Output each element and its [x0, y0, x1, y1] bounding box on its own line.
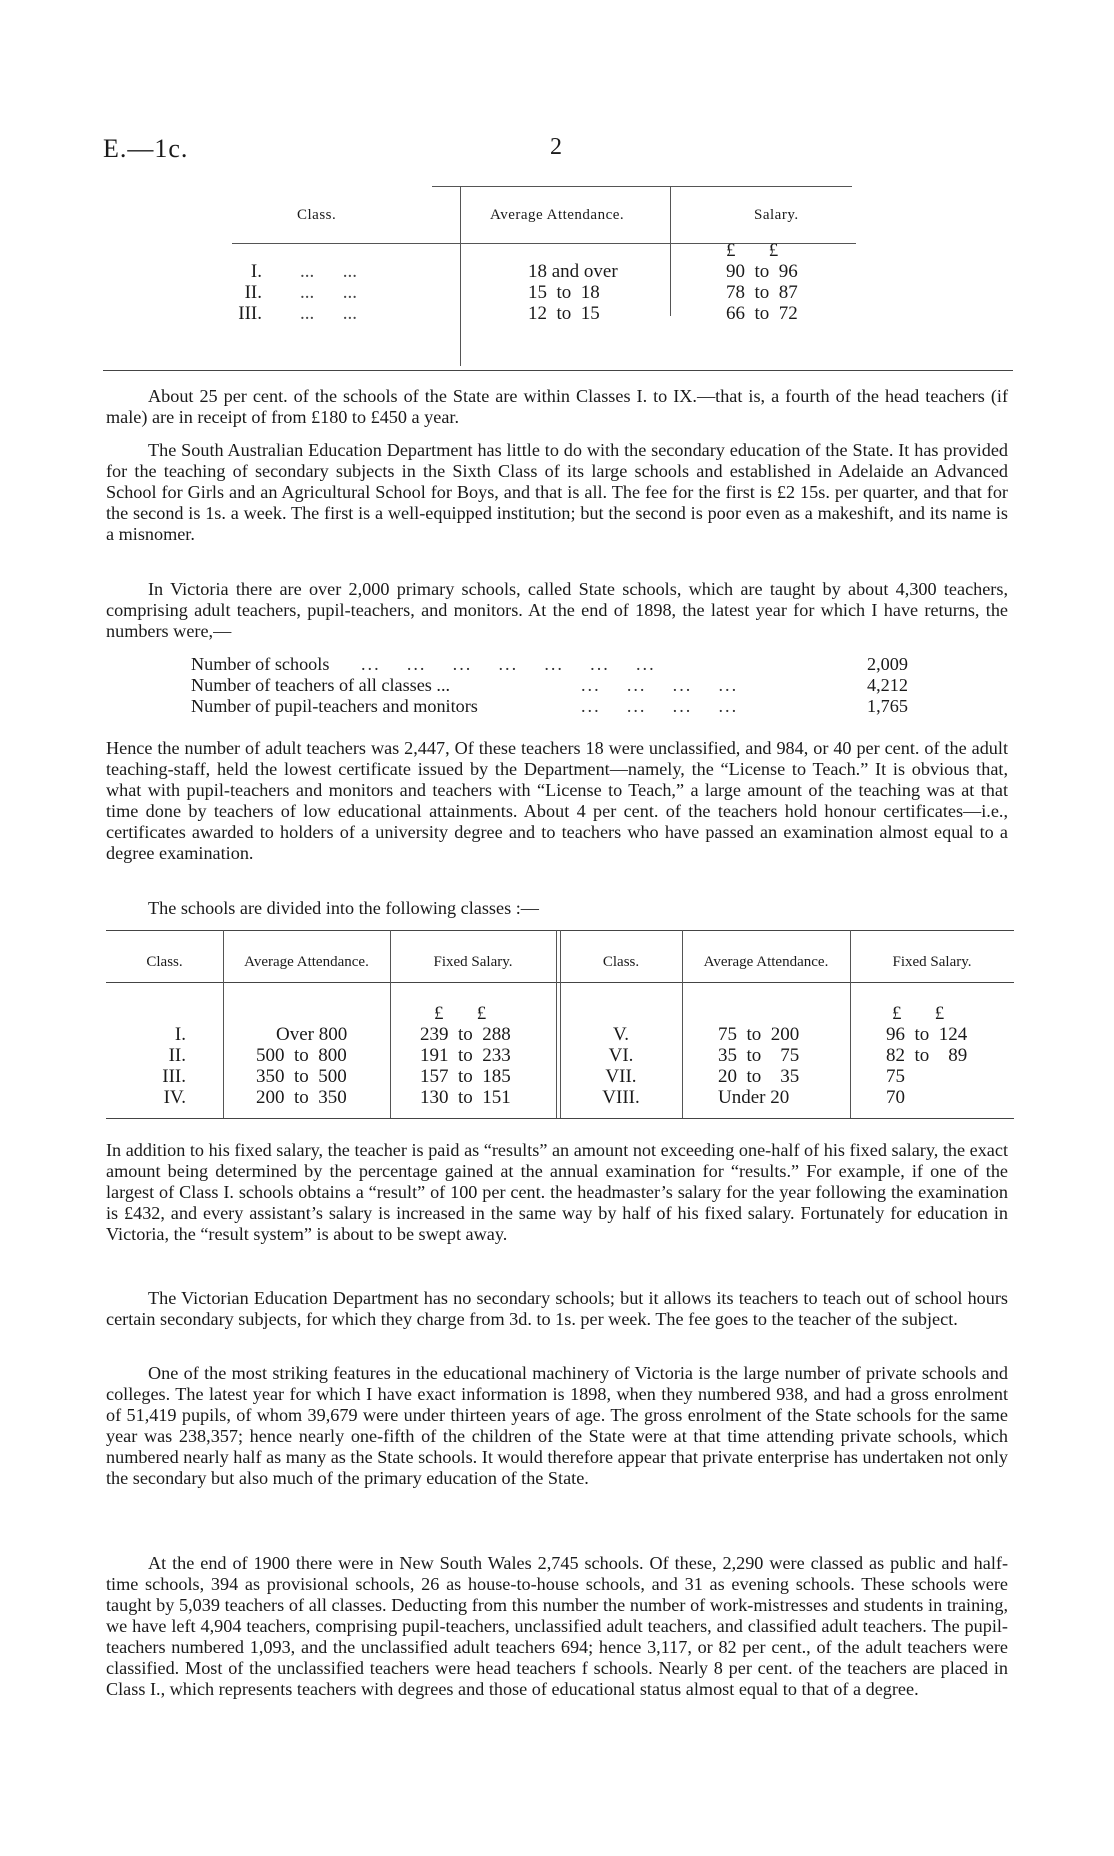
salary-cell: 239 to 288	[420, 1024, 511, 1045]
salary-cell: 75	[886, 1066, 905, 1087]
attendance-cell: 20 to 35	[718, 1066, 800, 1087]
section-rule	[103, 370, 1013, 371]
page-number: 2	[550, 134, 562, 160]
attendance-cell: Over 800	[276, 1024, 348, 1045]
attendance-cell: 15 to 18	[528, 282, 600, 303]
column-divider	[460, 186, 461, 366]
attendance-cell: 12 to 15	[528, 303, 600, 324]
salary-cell: 82 to 89	[886, 1045, 968, 1066]
column-header-class: Class.	[297, 207, 337, 223]
class-cell: V.	[612, 1024, 630, 1045]
salary-cell: 157 to 185	[420, 1066, 511, 1087]
salary-cell: 130 to 151	[420, 1087, 511, 1108]
victoria-school-classes-table	[106, 930, 1014, 1118]
paragraph: One of the most striking features in the educational machinery of Victoria is the large number of private schools and colleges. The latest year for which I have exact information is 1898, when they numbered 938, and had a gross enrolment of 51,419 pupils, of whom 39,679 were under thirteen years of age. The gross enrolment of the State schools for the same year was 238,357; hence nearly one-fifth of the children of the State were at that time attending private schools, which numbered nearly half as many as the State schools. It would therefore appear that private enterprise has undertaken not only the secondary but also much of the primary education of the State.	[106, 1363, 1008, 1488]
column-header-attendance: Average Attendance.	[703, 954, 829, 970]
salary-table-small-schools	[232, 186, 856, 367]
paragraph: About 25 per cent. of the schools of the State are within Classes I. to IX.—that is, a fourth of the head teachers (if male) are in receipt of from £180 to £450 a year.	[106, 386, 1008, 427]
paragraph: In Victoria there are over 2,000 primary schools, called State schools, which are taught by about 4,300 teachers, comprising adult teachers, pupil-teachers, and monitors. At the end of 1898, the latest year for which I have returns, the numbers were,—	[106, 579, 1008, 641]
column-header-salary: Fixed Salary.	[892, 954, 972, 970]
class-cell: II.	[168, 1045, 186, 1066]
currency-marks: £ £	[726, 240, 779, 261]
column-divider	[670, 186, 671, 316]
salary-column	[886, 1003, 967, 1108]
salary-cell: 96 to 124	[886, 1024, 968, 1045]
paragraph: The Victorian Education Department has no secondary schools; but it allows its teachers to teach out of school hours certain secondary subjects, for which they charge from 3d. to 1s. per week. The fee goes to the teacher of the subject.	[106, 1288, 1008, 1329]
salary-cell: 70	[886, 1087, 905, 1108]
table-row: II. ... ...	[232, 282, 452, 303]
stat-value: 2,009	[867, 654, 908, 674]
attendance-cell: 350 to 500	[256, 1066, 347, 1087]
paragraph: At the end of 1900 there were in New South Wales 2,745 schools. Of these, 2,290 were classed as public and half-time schools, 394 as provisional schools, 26 as house-to-house schools, and 31 as evening schools. These schools were taught by 5,039 teachers of all classes. Deducting from this number the number of work-mistresses and students in training, we have left 4,904 teachers, comprising pupil-teachers, unclassified adult teachers, and classified adult teachers. The pupil-teachers numbered 1,093, and the unclassified adult teachers 694; hence 3,117, or 82 per cent., of the adult teachers were classified. Most of the unclassified teachers were head teachers f schools. Nearly 8 per cent. of the teachers are placed in Class I., which represents teachers with degrees and those of educational status almost equal to that of a degree.	[106, 1553, 1008, 1699]
salary-cell: 78 to 87	[726, 282, 798, 303]
salary-cell: 191 to 233	[420, 1045, 511, 1066]
attendance-cell: 18 and over	[528, 261, 618, 282]
column-header-class: Class.	[602, 954, 640, 970]
class-column	[560, 1003, 682, 1108]
class-cell: III.	[162, 1066, 186, 1087]
list-item: Number of pupil-teachers and monitors ... ... ... ... 1,765	[191, 696, 908, 716]
currency-marks: £ £	[434, 1003, 487, 1024]
column-divider	[556, 930, 557, 1118]
stat-label: Number of pupil-teachers and monitors	[191, 696, 478, 716]
class-column	[232, 240, 452, 324]
table-rule	[106, 1118, 1014, 1119]
class-cell: VI.	[608, 1045, 634, 1066]
class-cell: IV.	[163, 1087, 186, 1108]
table-row: I. ... ...	[232, 261, 452, 282]
stat-label: Number of teachers of all classes ...	[191, 675, 451, 695]
column-header-attendance: Average Attendance.	[490, 207, 625, 223]
column-header-class: Class.	[146, 954, 183, 970]
stat-label: Number of schools	[191, 654, 330, 674]
class-cell: VII.	[605, 1066, 637, 1087]
class-cell: I.	[250, 261, 262, 282]
class-cell: VIII.	[602, 1087, 640, 1108]
paragraph: The schools are divided into the following classes :—	[148, 898, 539, 918]
attendance-column	[256, 1003, 347, 1108]
stat-value: 4,212	[867, 675, 908, 695]
class-column	[106, 1003, 186, 1108]
attendance-column	[528, 240, 618, 324]
teacher-statistics-list	[191, 654, 931, 717]
column-header-attendance: Average Attendance.	[244, 954, 369, 970]
paragraph: The South Australian Education Department has little to do with the secondary education of the State. It has provided for the teaching of secondary subjects in the Sixth Class of its large schools and established in Adelaide an Advanced School for Girls and an Agricultural School for Boys, and that is all. The fee for the first is £2 15s. per quarter, and that for the second is 1s. a week. The first is a well-equipped institution; but the second is poor even as a makeshift, and its name is a misnomer.	[106, 440, 1008, 544]
class-cell: III.	[238, 303, 262, 324]
class-cell: II.	[244, 282, 262, 303]
salary-column	[420, 1003, 511, 1108]
attendance-cell: 75 to 200	[718, 1024, 800, 1045]
salary-cell: 66 to 72	[726, 303, 798, 324]
salary-cell: 90 to 96	[726, 261, 798, 282]
attendance-column	[718, 1003, 799, 1108]
list-item: Number of teachers of all classes ... ... ... ... ... 4,212	[191, 675, 908, 695]
salary-column	[726, 240, 798, 324]
paragraph: Hence the number of adult teachers was 2,447, Of these teachers 18 were unclassified, and 984, or 40 per cent. of the adult teaching-staff, held the lowest certificate issued by the Department—namely, the “License to Teach.” It is obvious that, what with pupil-teachers and monitors and teachers with “License to Teach,” a large amount of the teaching was at that time done by teachers of low educational attainments. About 4 per cent. of the teachers hold honour certificates—i.e., certificates awarded to holders of a university degree and to teachers who have passed an examination almost equal to a degree examination.	[106, 738, 1008, 863]
page-reference: E.—1c.	[103, 134, 189, 163]
attendance-cell: Under 20	[718, 1087, 790, 1108]
attendance-cell: 500 to 800	[256, 1045, 347, 1066]
attendance-cell: 35 to 75	[718, 1045, 800, 1066]
paragraph: In addition to his fixed salary, the teacher is paid as “results” an amount not exceeding one-half of his fixed salary, the exact amount being determined by the percentage gained at the annual examination for “results.” For example, if one of the largest of Class I. schools obtains a “result” of 100 per cent. the headmaster’s salary for the year following the examination is £432, and every assistant’s salary is increased in the same way by half of his fixed salary. Fortunately for education in Victoria, the “result system” is about to be swept away.	[106, 1140, 1008, 1244]
class-cell: I.	[174, 1024, 186, 1045]
currency-marks: £ £	[892, 1003, 945, 1024]
column-header-salary: Salary.	[754, 207, 799, 223]
column-header-salary: Fixed Salary.	[433, 954, 513, 970]
attendance-cell: 200 to 350	[256, 1087, 347, 1108]
list-item: Number of schools ... ... ... ... ... ... ... 2,009	[191, 654, 908, 674]
stat-value: 1,765	[867, 696, 908, 716]
table-row: III. ... ...	[232, 303, 452, 324]
table-rule	[432, 186, 852, 187]
